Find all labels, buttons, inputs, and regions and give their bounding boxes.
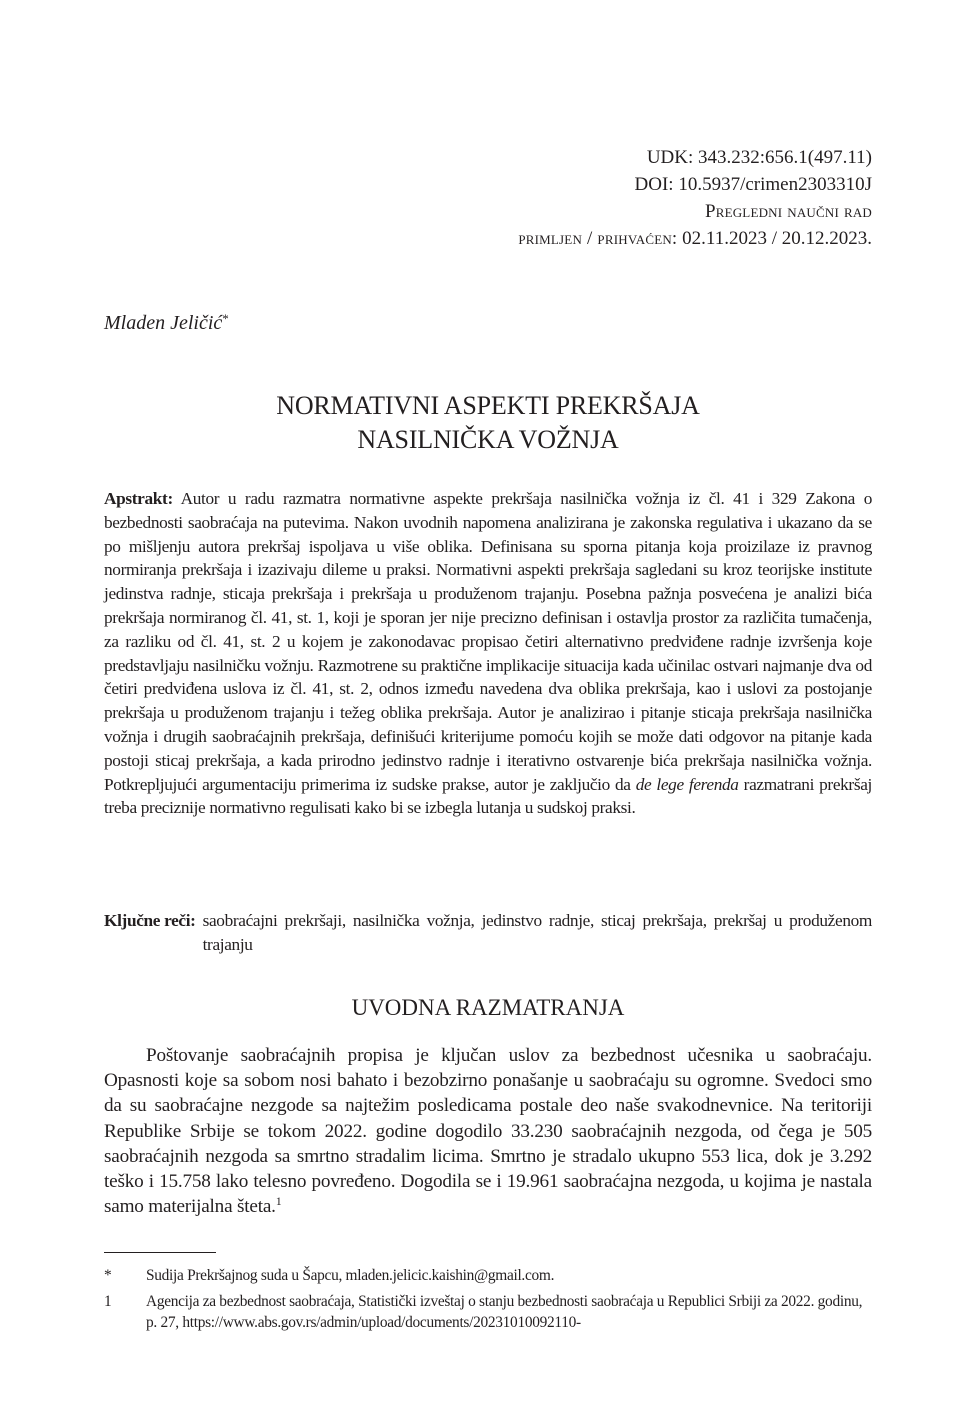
doi: DOI: 10.5937/crimen2303310J [634,174,872,195]
footnote-1 [104,1291,872,1334]
keywords-label: Ključne reči: [104,911,196,930]
paragraph-text: Poštovanje saobraćajnih propisa je ključan uslov za bezbednost učesnika u saobraćaju. Opasnosti koje sa sobom nosi bahato i bezobzirno ponašanje u saobraćaju su ogromne. Svedoci smo da su saobraćajne nezgode sa najtežim posledicama postale deo naše svakodnevnice. Na teritoriji Republike Srbije se tokom 2022. godine dogodilo 33.230 saobraćajnih nezgoda, od čega je 505 saobraćajnih nezgoda sa smrtno stradalim licima. Smrtno je stradalo ukupno 553 lica, dok je 3.292 teško i 15.758 lako telesno povređeno. Dogodila se i 19.961 saobraćajna nezgoda, u kojima je nastala samo materijalna šteta. [104,1045,872,1218]
abstract-text-2: razmatrani prekršaj treba preciznije normativno regulisati kako bi se izbegla lutanja u sudskoj praksi. [104,774,872,818]
body-paragraph [104,1043,872,1219]
keywords-text: saobraćajni prekršaji, nasilnička vožnja, jedinstvo radnje, sticaj prekršaja, prekršaj u produženom trajanju [202,911,872,954]
abstract-text-1: Autor u radu razmatra normativne aspekte prekršaja nasilnička vožnja iz čl. 41 i 329 Zakona o bezbednosti saobraćaja na putevima. Nakon uvodnih napomena analizirana je zakonska regulativa i ukazano da se po mišljenju autora prekršaj ispoljava u više oblika. Definisana su sporna pitanja koja proizilaze iz pravnog normiranja prekršaja i izazivaju dileme u praksi. Normativni aspekti prekršaja sagledani su kroz teorijske institute jedinstva radnje, sticaja prekršaja i prekršaja u produženom trajanju. Posebna pažnja posvećena je analizi bića prekršaja normiranog čl. 41, st. 1, koji je sporan jer nije precizno definisan i ostavlja prostor za različita tumačenja, za razliku od čl. 41, st. 2 u kojem je zakonodavac propisao četiri alternativno predviđene radnje izvršenja koje predstavljaju nasilničku vožnju. Razmotrene su praktične implikacije situacija kada učinilac ostvari najmanje dva od četiri predviđena uslova iz čl. 41, st. 2, odnos između navedena dva oblika prekršaja, kao i uslovi za postojanje prekršaja u produženom trajanju i težeg oblika prekršaja. Autor je analizirao i pitanje sticaja prekršaja nasilnička vožnja i drugih saobraćajnih prekršaja, definišući kriterijume pomoću kojih se može dati odgovor na pitanje kada postoji sticaj prekršaja, a kada prirodno jedinstvo radnje i iterativno ostvarenje bića prekršaja nasilnička vožnja. Potkrepljujući argumentaciju primerima iz sudske prakse, autor je zaključio da [104,489,872,794]
submission-dates [518,225,872,252]
footnote-text: Agencija za bezbednost saobraćaja, Statistički izveštaj o stanju bezbednosti saobraćaja u Republici Srbiji za 2022. godinu, p. 27, https://www.abs.gov.rs/admin/upload/documents/20231010092110- [146,1292,863,1331]
article-type: Pregledni naučni rad [704,201,872,222]
footnote-mark: 1 [104,1292,112,1310]
keywords [104,909,872,957]
footnote-separator [104,1252,216,1253]
dates-value: 02.11.2023 / 20.12.2023. [677,228,872,249]
author-name [104,311,229,335]
abstract [104,487,872,820]
footnote-text: Sudija Prekršajnog suda u Šapcu, mladen.jelicic.kaishin@gmail.com. [146,1267,555,1284]
dates-label: primljen / prihvaćen: [518,228,678,249]
paper-title [104,389,872,457]
author-footnote-mark: * [222,311,229,326]
footnotes [104,1265,872,1338]
title-line-1: NORMATIVNI ASPEKTI PREKRŠAJA [276,391,700,420]
article-metadata [518,144,872,252]
udk-code: UDK: 343.232:656.1(497.11) [646,147,872,168]
title-line-2: NASILNIČKA VOŽNJA [357,425,619,454]
author-name-text: Mladen Jeličić [104,312,223,334]
abstract-italic-phrase: de lege ferenda [635,774,739,794]
abstract-label: Apstrakt: [104,489,173,508]
footnote-author [104,1265,872,1287]
footnote-reference: 1 [275,1194,282,1209]
footnote-mark: * [104,1267,112,1284]
section-heading: UVODNA RAZMATRANJA [351,995,625,1020]
